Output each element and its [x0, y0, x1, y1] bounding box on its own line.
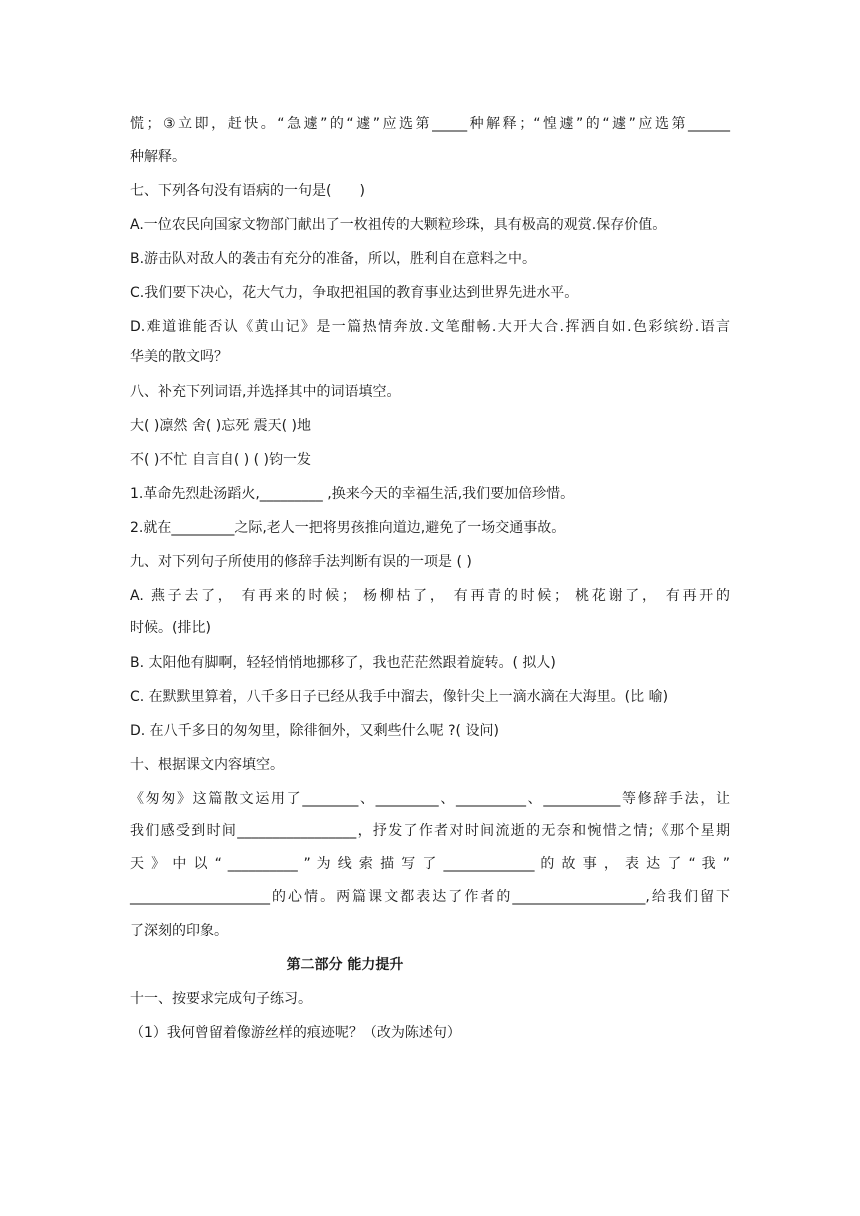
idiom-row-1: 大( )凛然 舍( )忘死 震天( )地: [130, 418, 312, 434]
text-line: 时候。(排比): [130, 620, 211, 636]
text-line: ____________________的心情。两篇课文都表达了作者的___________________,给我们留下: [130, 889, 730, 905]
option-d: D.难道谁能否认《黄山记》是一篇热情奔放.文笔酣畅.大开大合.挥洒自如.色彩缤纷.语言: [130, 319, 730, 335]
text-line: 种解释。: [130, 149, 186, 165]
question-9-heading: 九、对下列句子所使用的修辞手法判断有误的一项是 ( ): [130, 554, 472, 570]
text-line: 《匆匆》这篇散文运用了________、_________、__________、___________等修辞手法，让: [130, 791, 730, 807]
question-7-heading: 七、下列各句没有语病的一句是( ): [130, 183, 365, 199]
question-11-heading: 十一、按要求完成句子练习。: [130, 991, 312, 1007]
text-line: 我们感受到时间_________________，抒发了作者对时间流逝的无奈和惋惜之情;《那个星期: [130, 823, 730, 839]
text-line: 慌；③立即，赶快。“急遽”的“遽”应选第_____种解释；“惶遽”的“遽”应选第______: [130, 116, 730, 132]
option-b: B. 太阳他有脚啊，轻轻悄悄地挪移了，我也茫茫然跟着旋转。( 拟人): [130, 655, 556, 671]
option-c: C. 在默默里算着，八千多日子已经从我手中溜去，像针尖上一滴水滴在大海里。(比 喻): [130, 689, 669, 705]
exercise-item: （1）我何曾留着像游丝样的痕迹呢？（改为陈述句）: [130, 1025, 461, 1041]
option-a: A.一位农民向国家文物部门献出了一枚祖传的大颗粒珍珠，具有极高的观赏.保存价值。: [130, 217, 667, 233]
idiom-row-2: 不( )不忙 自言自( ) ( )钧一发: [130, 452, 312, 468]
question-8-heading: 八、补充下列词语,并选择其中的词语填空。: [130, 384, 401, 400]
text-line: 天 》 中 以 “ __________ ” 为 线 索 描 写 了 _____________ 的 故 事 ， 表 达 了 “ 我 ”: [130, 856, 730, 872]
text-line: 了深刻的印象。: [130, 923, 228, 939]
fill-sentence-1: 1.革命先烈赴汤蹈火,_________ ,换来今天的幸福生活,我们要加倍珍惜。: [130, 486, 575, 502]
text-line: 华美的散文吗？: [130, 349, 228, 365]
fill-sentence-2: 2.就在_________之际,老人一把将男孩推向道边,避免了一场交通事故。: [130, 520, 566, 536]
option-d: D. 在八千多日的匆匆里，除徘徊外，又剩些什么呢 ?( 设问): [130, 723, 499, 739]
option-a: A. 燕子去了， 有再来的时候； 杨柳枯了， 有再青的时候； 桃花谢了， 有再开的: [130, 588, 730, 604]
option-b: B.游击队对敌人的袭击有充分的准备，所以，胜利自在意料之中。: [130, 251, 537, 267]
question-10-heading: 十、根据课文内容填空。: [130, 757, 284, 773]
section-heading: 第二部分 能力提升: [286, 957, 404, 973]
option-c: C.我们要下决心，花大气力，争取把祖国的教育事业达到世界先进水平。: [130, 285, 579, 301]
